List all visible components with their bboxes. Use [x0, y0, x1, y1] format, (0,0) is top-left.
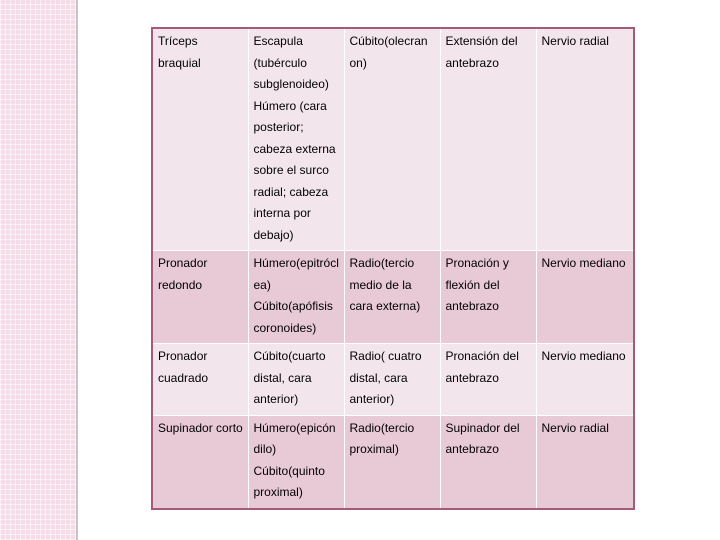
table-row	[152, 251, 634, 344]
cell-insertion: Cúbito(olecran on)	[344, 28, 440, 251]
cell-action: Supinador del antebrazo	[440, 415, 536, 509]
table-row	[152, 28, 634, 251]
decorative-side-strip	[0, 0, 78, 540]
cell-origin: Escapula (tubérculo subglenoideo) Húmero (cara posterior; cabeza externa sobre el surco radial; cabeza interna por debajo)	[248, 28, 344, 251]
cell-insertion: Radio( cuatro distal, cara anterior)	[344, 344, 440, 416]
cell-muscle: Pronador cuadrado	[152, 344, 248, 416]
cell-origin: Húmero(epitrócl ea) Cúbito(apófisis coronoides)	[248, 251, 344, 344]
table-row	[152, 415, 634, 509]
cell-origin: Húmero(epicón dilo) Cúbito(quinto proximal)	[248, 415, 344, 509]
cell-insertion: Radio(tercio medio de la cara externa)	[344, 251, 440, 344]
cell-origin: Cúbito(cuarto distal, cara anterior)	[248, 344, 344, 416]
cell-nerve: Nervio radial	[536, 28, 634, 251]
cell-muscle: Tríceps braquial	[152, 28, 248, 251]
cell-nerve: Nervio mediano	[536, 251, 634, 344]
muscle-table	[151, 27, 635, 510]
cell-nerve: Nervio mediano	[536, 344, 634, 416]
cell-muscle: Pronador redondo	[152, 251, 248, 344]
cell-insertion: Radio(tercio proximal)	[344, 415, 440, 509]
cell-action: Extensión del antebrazo	[440, 28, 536, 251]
cell-nerve: Nervio radial	[536, 415, 634, 509]
table-row	[152, 344, 634, 416]
cell-action: Pronación y flexión del antebrazo	[440, 251, 536, 344]
table-container	[151, 27, 635, 510]
cell-muscle: Supinador corto	[152, 415, 248, 509]
cell-action: Pronación del antebrazo	[440, 344, 536, 416]
